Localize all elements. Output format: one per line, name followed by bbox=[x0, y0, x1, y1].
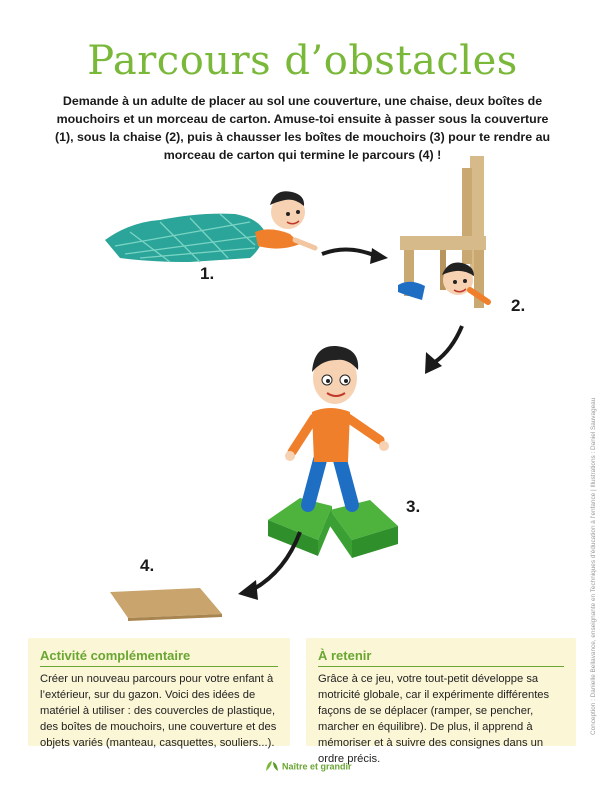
child-crawling bbox=[255, 191, 315, 248]
remember-box-title: À retenir bbox=[318, 648, 372, 663]
activity-box-divider bbox=[40, 666, 278, 667]
tissue-boxes-illustration bbox=[268, 498, 398, 558]
activity-box bbox=[28, 638, 290, 749]
footer-brand bbox=[265, 760, 352, 774]
remember-box-divider bbox=[318, 666, 564, 667]
arrow-2-to-3 bbox=[425, 326, 462, 374]
activity-box-text: Créer un nouveau parcours pour votre enfant à l’extérieur, sur du gazon. Voici des idées de matériel à utiliser : des couvercles de plastique, des boîtes de mouchoirs, une couverture et des objets variés (manteau, casquettes, souliers...). bbox=[40, 673, 277, 749]
child-standing bbox=[285, 346, 389, 505]
step-1-label: 1. bbox=[200, 264, 215, 283]
leaf-logo-icon bbox=[265, 760, 279, 774]
credit-text: Conception : Danielle Bellavance, enseignante en Techniques d’éducation à l’enfance | Illustrations : Daniel Sauvageau bbox=[590, 397, 597, 735]
footer-brand-label: Naître et grandir bbox=[282, 761, 352, 772]
blanket-illustration bbox=[105, 214, 265, 262]
step-3-label: 3. bbox=[406, 497, 421, 516]
step-2-label: 2. bbox=[511, 296, 526, 315]
remember-box-text: Grâce à ce jeu, votre tout-petit développe sa motricité globale, car il expérimente différentes façons de se déplacer (ramper, se pencher, marcher en équilibre). De plus, il apprend à mémoriser et à suivre des consignes dans un ordre précis. bbox=[318, 673, 550, 765]
remember-box bbox=[306, 638, 576, 765]
activity-box-title: Activité complémentaire bbox=[40, 648, 191, 663]
cardboard-illustration bbox=[110, 588, 222, 621]
arrow-1-to-2 bbox=[322, 248, 388, 264]
step-4-label: 4. bbox=[140, 556, 155, 575]
page-title: Parcours d’obstacles bbox=[87, 38, 518, 84]
intro-text: Demande à un adulte de placer au sol une couverture, une chaise, deux boîtes de mouchoirs et un morceau de carton. Amuse-toi ensuite à passer sous la couverture (1), sous la chaise (2), puis à chausser les boîtes de mouchoirs (3) pour te rendre au morceau de carton qui termine le parcours (4) ! bbox=[54, 94, 551, 162]
